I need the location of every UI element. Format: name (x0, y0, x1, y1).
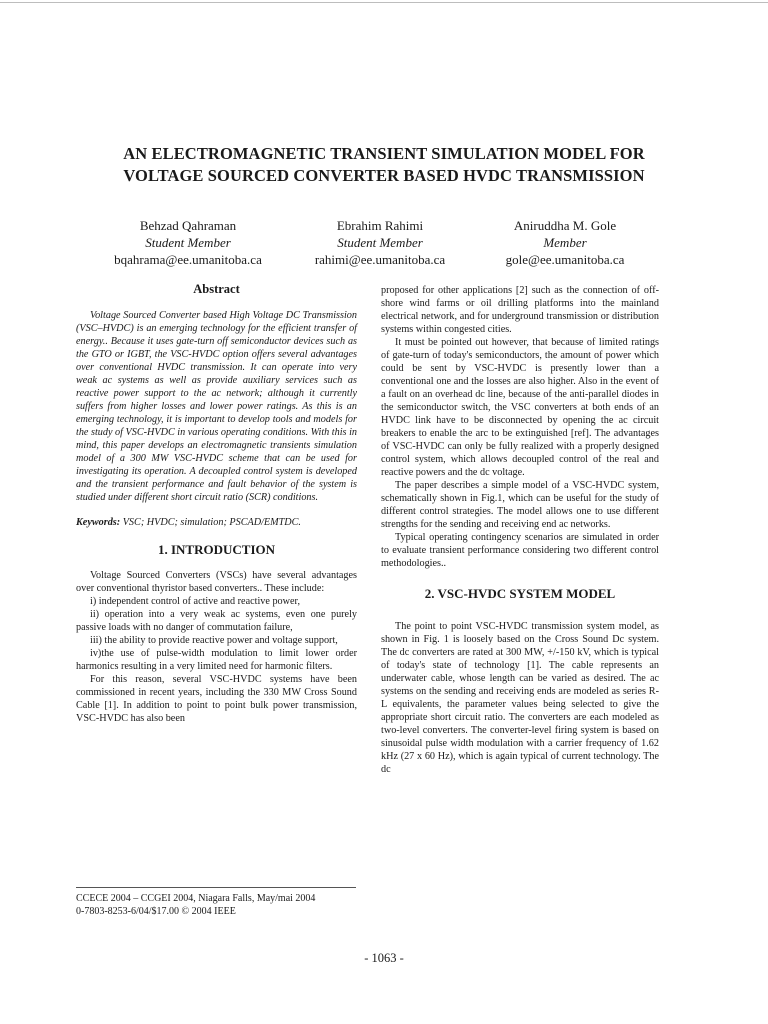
author-name: Behzad Qahraman (139, 218, 237, 233)
author-role: Member (543, 235, 587, 250)
intro-list-item-3: iii) the ability to provide reactive power and voltage support, (90, 635, 338, 646)
author-name: Aniruddha M. Gole (513, 218, 617, 233)
title-line-2: VOLTAGE SOURCED CONVERTER BASED HVDC TRANSMISSION (123, 166, 645, 185)
right-paragraph-3: The paper describes a simple model of a VSC-HVDC system, schematically shown in Fig.1, which can be useful for the study of different control strategies. The model allows one to use different strengths for the sending and receiving end ac networks. (381, 480, 659, 530)
footnote (76, 892, 366, 918)
right-paragraph-1: proposed for other applications [2] such as the connection of off-shore wind farms or oil drilling platforms into the mainland electrical network, and for underground transmission or distribution systems within congested cities. (381, 285, 659, 335)
top-edge-line (0, 2, 768, 3)
footnote-conference: CCECE 2004 – CCGEI 2004, Niagara Falls, May/mai 2004 (76, 893, 316, 904)
keywords-text: VSC; HVDC; simulation; PSCAD/EMTDC. (122, 517, 301, 528)
author-email: bqahrama@ee.umanitoba.ca (114, 252, 262, 267)
author-email: gole@ee.umanitoba.ca (505, 252, 625, 267)
paper-title (60, 143, 708, 187)
author-role: Student Member (145, 235, 231, 250)
title-line-1: AN ELECTROMAGNETIC TRANSIENT SIMULATION MODEL FOR (123, 144, 645, 163)
right-paragraph-4: Typical operating contingency scenarios are simulated in order to evaluate transient performance considering two different control methodologies.. (381, 532, 659, 569)
intro-list-item-2: ii) operation into a very weak ac systems, even one purely passive loads with no danger of commutation failure, (76, 609, 357, 633)
footnote-divider (76, 887, 356, 888)
keywords-label: Keywords: (76, 517, 121, 528)
intro-paragraph-2: For this reason, several VSC-HVDC systems have been commissioned in recent years, including the 330 MW Cross Sound Cable [1]. In addition to point to point bulk power transmission, VSC-HVDC has also been (76, 674, 357, 724)
abstract-heading: Abstract (193, 282, 240, 296)
author-name: Ebrahim Rahimi (336, 218, 424, 233)
keywords-line (76, 516, 357, 529)
page-number: - 1063 - (364, 951, 404, 965)
section-heading-introduction: 1. INTRODUCTION (157, 542, 275, 557)
intro-paragraph-1: Voltage Sourced Converters (VSCs) have several advantages over conventional thyristor based converters.. These include: (76, 570, 357, 594)
intro-list-item-1: i) independent control of active and reactive power, (90, 596, 301, 607)
author-role: Student Member (337, 235, 423, 250)
author-block-3 (460, 217, 670, 268)
right-column (381, 284, 659, 776)
abstract-text: Voltage Sourced Converter based High Voltage DC Transmission (VSC–HVDC) is an emerging technology for the efficient transfer of energy.. Because it uses gate-turn off semiconductor devices such as the GTO or IGBT, the VSC-HVDC option offers several advantages over conventional HVDC transmission. It can operate into very weak ac systems as well as provide auxiliary services such as reactive power support to the ac network; although it currently suffers from higher losses and lower power ratings. As this is an emerging technology, it is important to develop tools and models for the study of VSC-HVDC in various operating conditions. With this in mind, this paper develops an electromagnetic transients simulation model of a 300 MW VSC-HVDC scheme that can be used for investigating its operation. A decoupled control system is developed and the transient performance and fault behavior of the system is studied under different short circuit ratio (SCR) conditions. (76, 310, 357, 503)
footnote-copyright: 0-7803-8253-6/04/$17.00 © 2004 IEEE (76, 906, 236, 917)
right-paragraph-2: It must be pointed out however, that because of limited ratings of gate-turn of today's semiconductors, the amount of power which could be sent by VSC-HVDC is presently lower than a conventional one and the losses are also higher. Also in the event of a fault on an overhead dc line, because of the anti-parallel diodes in the semiconductor switch, the VSC converters at both ends of an HVDC link have to be disconnected by opening the ac circuit breakers to enable the arc to be extinguished [ref]. The advantages of VSC-HVDC can only be fully realized with a properly designed control system, which allows decoupled control of the real and reactive powers and the dc voltage. (381, 337, 659, 478)
section-heading-system-model: 2. VSC-HVDC SYSTEM MODEL (424, 586, 616, 601)
intro-list-item-4: iv)the use of pulse-width modulation to limit lower order harmonics resulting in a very limited need for harmonic filters. (76, 648, 357, 672)
left-column (76, 283, 357, 725)
right-paragraph-5: The point to point VSC-HVDC transmission system model, as shown in Fig. 1 is loosely based on the Cross Sound Dc system. The dc converters are rated at 300 MW, +/-150 kV, which is typical of today's state of technology [1]. The cable represents an underwater cable, whose length can be varied as desired. The ac systems on the sending and receiving ends are modeled as series R-L equivalents, the parameter values being selected to give the appropriate short circuit ratio. The converters are each modeled as two-level converters. The converter-level firing system is based on sinusoidal pulse width modulation with a carrier frequency of 1.62 kHz (27 x 60 Hz), which is again typical of current technology. The dc (381, 621, 659, 775)
author-email: rahimi@ee.umanitoba.ca (314, 252, 446, 267)
